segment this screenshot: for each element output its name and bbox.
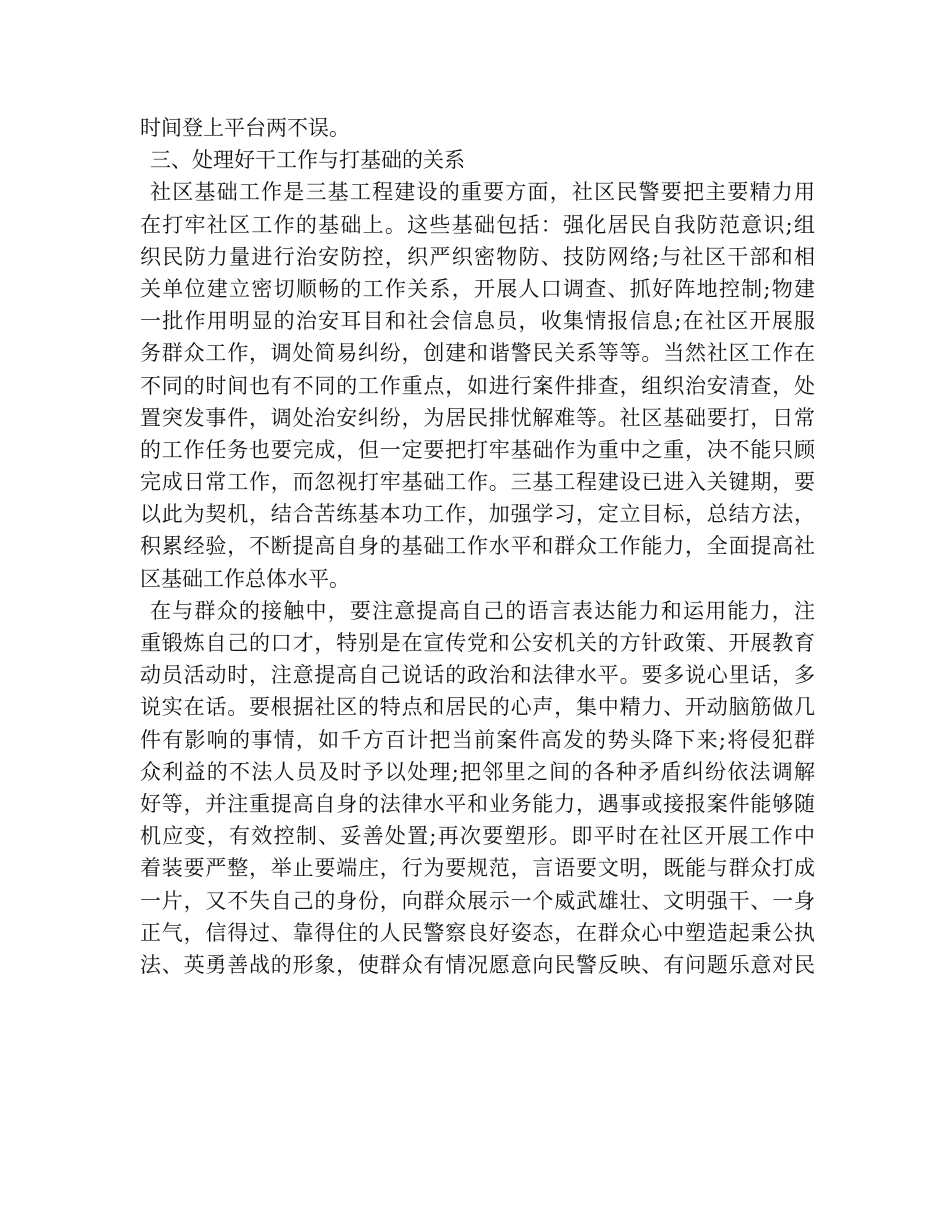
text-line: 务群众工作，调处简易纠纷，创建和谐警民关系等等。当然社区工作在 (140, 341, 815, 366)
text-line: 动员活动时，注意提高自己说话的政治和法律水平。要多说心里话，多 (140, 663, 815, 688)
text-line: 完成日常工作，而忽视打牢基础工作。三基工程建设已进入关键期，要 (140, 470, 815, 495)
text-line: 积累经验，不断提高自身的基础工作水平和群众工作能力，全面提高社 (140, 534, 815, 559)
text-line: 不同的时间也有不同的工作重点，如进行案件排查，组织治安清查，处 (140, 373, 815, 398)
text-line: 好等，并注重提高自身的法律水平和业务能力，遇事或接报案件能够随 (140, 791, 815, 816)
text-line: 关单位建立密切顺畅的工作关系，开展人口调查、抓好阵地控制;物建 (140, 276, 815, 301)
text-line: 以此为契机，结合苦练基本功工作，加强学习，定立目标，总结方法， (140, 502, 815, 527)
text-line: 说实在话。要根据社区的特点和居民的心声，集中精力、开动脑筋做几 (140, 695, 815, 720)
text-line: 时间登上平台两不误。 (140, 116, 350, 140)
text-line: 着装要严整，举止要端庄，行为要规范，言语要文明，既能与群众打成 (140, 856, 815, 881)
text-line: 众利益的不法人员及时予以处理;把邻里之间的各种矛盾纠纷依法调解 (140, 759, 815, 784)
text-line: 机应变，有效控制、妥善处置;再次要塑形。即平时在社区开展工作中 (140, 824, 815, 849)
text-line: 区基础工作总体水平。 (140, 566, 350, 591)
text-line: 件有影响的事情，如千方百计把当前案件高发的势头降下来;将侵犯群 (140, 727, 815, 752)
text-line: 置突发事件，调处治安纠纷，为居民排忧解难等。社区基础要打，日常 (140, 405, 815, 430)
text-line: 一片，又不失自己的身份，向群众展示一个威武雄壮、文明强干、一身 (140, 888, 815, 913)
text-line: 法、英勇善战的形象，使群众有情况愿意向民警反映、有问题乐意对民 (140, 952, 815, 977)
text-line: 正气，信得过、靠得住的人民警察良好姿态，在群众心中塑造起秉公执 (140, 920, 815, 945)
text-line: 在打牢社区工作的基础上。这些基础包括：强化居民自我防范意识;组 (140, 212, 815, 237)
text-line: 一批作用明显的治安耳目和社会信息员，收集情报信息;在社区开展服 (140, 309, 815, 334)
text-line: 的工作任务也要完成，但一定要把打牢基础作为重中之重，决不能只顾 (140, 437, 815, 462)
text-line: 重锻炼自己的口才，特别是在宣传党和公安机关的方针政策、开展教育 (140, 631, 815, 655)
section-heading: 三、处理好干工作与打基础的关系 (150, 148, 465, 173)
text-line: 社区基础工作是三基工程建设的重要方面，社区民警要把主要精力用 (150, 180, 815, 205)
document-body (140, 112, 815, 981)
text-line: 在与群众的接触中，要注意提高自己的语言表达能力和运用能力，注 (150, 598, 815, 623)
text-line: 织民防力量进行治安防控，织严织密物防、技防网络;与社区干部和相 (140, 244, 815, 269)
